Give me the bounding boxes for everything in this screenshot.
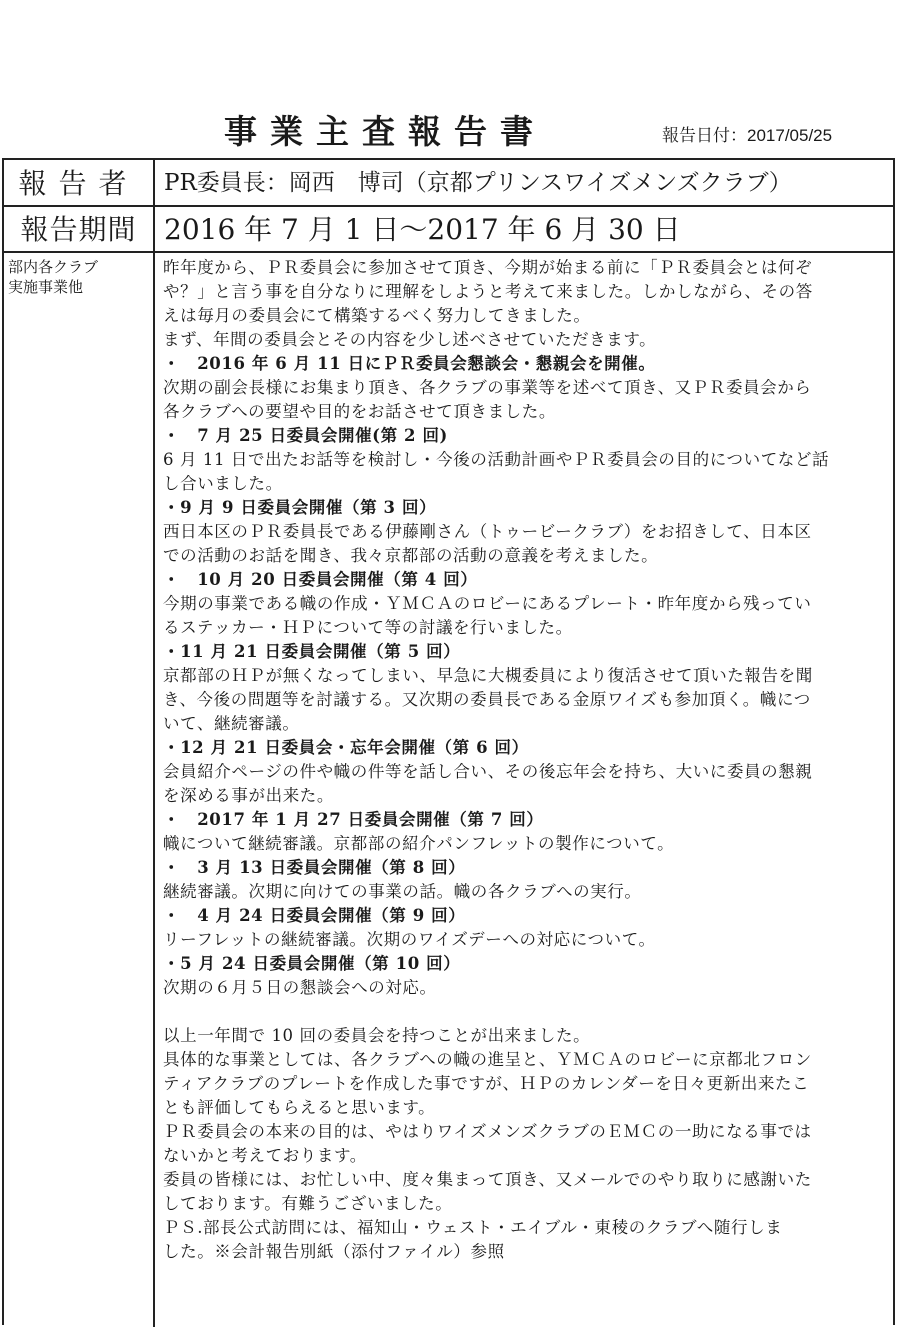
meeting-heading: ・ 7 月 25 日委員会開催(第 2 回) (163, 426, 448, 445)
body-line: 幟について継続審議。京都部の紹介パンフレットの製作について。 (163, 834, 675, 853)
table-column-divider (153, 158, 155, 1327)
body-line: えは毎月の委員会にて構築するべく努力してきました。 (163, 306, 591, 325)
body-line: 次期の６月５日の懇談会への対応。 (163, 978, 437, 997)
body-line: 京都部のＨＰが無くなってしまい、早急に大槻委員により復活させて頂いた報告を聞 (163, 666, 813, 685)
meeting-heading: ・ 4 月 24 日委員会開催（第 9 回） (163, 906, 466, 925)
body-line: ＰＳ.部長公式訪問には、福知山・ウェスト・エイブル・東稜のクラブへ随行しま (163, 1218, 783, 1237)
body-line: とも評価してもらえると思います。 (163, 1098, 436, 1117)
body-line: し合いました。 (163, 474, 283, 493)
body-line: リーフレットの継続審議。次期のワイズデーへの対応について。 (163, 930, 656, 949)
period-value: 2016 年 7 月 1 日～2017 年 6 月 30 日 (164, 213, 681, 246)
table-divider (2, 205, 895, 207)
body-line (163, 1000, 893, 1024)
body-line: 会員紹介ページの件や幟の件等を話し合い、その後忘年会を持ち、大いに委員の懇親 (163, 762, 813, 781)
meeting-heading: ・5 月 24 日委員会開催（第 10 回） (163, 954, 461, 973)
body-line: き、今後の問題等を討議する。又次期の委員長である金原ワイズも参加頂く。幟につ (163, 690, 811, 709)
body-line: での活動のお話を聞き、我々京都部の活動の意義を考えました。 (163, 546, 659, 565)
body-line: 昨年度から、ＰＲ委員会に参加させて頂き、今期が始まる前に「ＰＲ委員会とは何ぞ (163, 258, 813, 277)
meeting-heading: ・9 月 9 日委員会開催（第 3 回） (163, 498, 437, 517)
meeting-heading: ・ 2016 年 6 月 11 日にＰＲ委員会懇談会・懇親会を開催。 (163, 354, 656, 373)
meeting-heading: ・ 10 月 20 日委員会開催（第 4 回） (163, 570, 478, 589)
body-line: るステッカー・ＨＰについて等の討議を行いました。 (163, 618, 573, 637)
body-line: 以上一年間で 10 回の委員会を持つことが出来ました。 (163, 1026, 591, 1045)
body-line: 継続審議。次期に向けての事業の話。幟の各クラブへの実行。 (163, 882, 642, 901)
document-title: 事業主査報告書 (224, 112, 546, 151)
body-line: まず、年間の委員会とその内容を少し述べさせていただきます。 (163, 330, 657, 349)
meeting-heading: ・12 月 21 日委員会・忘年会開催（第 6 回） (163, 738, 529, 757)
body-line: ティアクラブのプレートを作成した事ですが、ＨＰのカレンダーを日々更新出来たこ (163, 1074, 810, 1093)
reporter-label: 報告者 (18, 167, 139, 200)
body-line: 西日本区のＰＲ委員長である伊藤剛さん（トゥービークラブ）をお招きして、日本区 (163, 522, 812, 541)
period-label: 報告期間 (20, 213, 137, 246)
side-label-line: 部内各クラブ (8, 258, 99, 276)
meeting-heading: ・11 月 21 日委員会開催（第 5 回） (163, 642, 461, 661)
body-line: 具体的な事業としては、各クラブへの幟の進呈と、ＹＭＣＡのロビーに京都北フロン (163, 1050, 812, 1069)
meeting-heading: ・ 2017 年 1 月 27 日委員会開催（第 7 回） (163, 810, 544, 829)
body-line: 各クラブへの要望や目的をお話させて頂きました。 (163, 402, 556, 421)
body-line: を深める事が出来た。 (163, 786, 334, 805)
body-line: ＰＲ委員会の本来の目的は、やはりワイズメンズクラブのＥＭＣの一助になる事では (163, 1122, 812, 1141)
reporter-value: PR委員長：岡西 博司（京都プリンスワイズメンズクラブ） (164, 170, 792, 196)
body-line: ないかと考えております。 (163, 1146, 367, 1165)
body-line: いて、継続審議。 (163, 714, 300, 733)
body-line: 次期の副会長様にお集まり頂き、各クラブの事業等を述べて頂き、又ＰＲ委員会から (163, 378, 812, 397)
meeting-heading: ・ 3 月 13 日委員会開催（第 8 回） (163, 858, 466, 877)
body-line: した。※会計報告別紙（添付ファイル）参照 (163, 1242, 505, 1261)
body-line: 今期の事業である幟の作成・ＹＭＣＡのロビーにあるプレート・昨年度から残ってい (163, 594, 812, 613)
body-line: 委員の皆様には、お忙しい中、度々集まって頂き、又メールでのやり取りに感謝いた (163, 1170, 812, 1189)
side-label-line: 実施事業他 (8, 278, 84, 296)
body-line: や？」と言う事を自分なりに理解をしようと考えて来ました。しかしながら、その答 (163, 282, 813, 301)
report-date: 報告日付：2017/05/25 (662, 126, 833, 145)
body-line: 6 月 11 日で出たお話等を検討し・今後の活動計画やＰＲ委員会の目的についてなど話 (163, 450, 830, 469)
report-body (163, 256, 893, 1264)
side-label (8, 257, 98, 297)
body-line: しております。有難うございました。 (163, 1194, 453, 1213)
